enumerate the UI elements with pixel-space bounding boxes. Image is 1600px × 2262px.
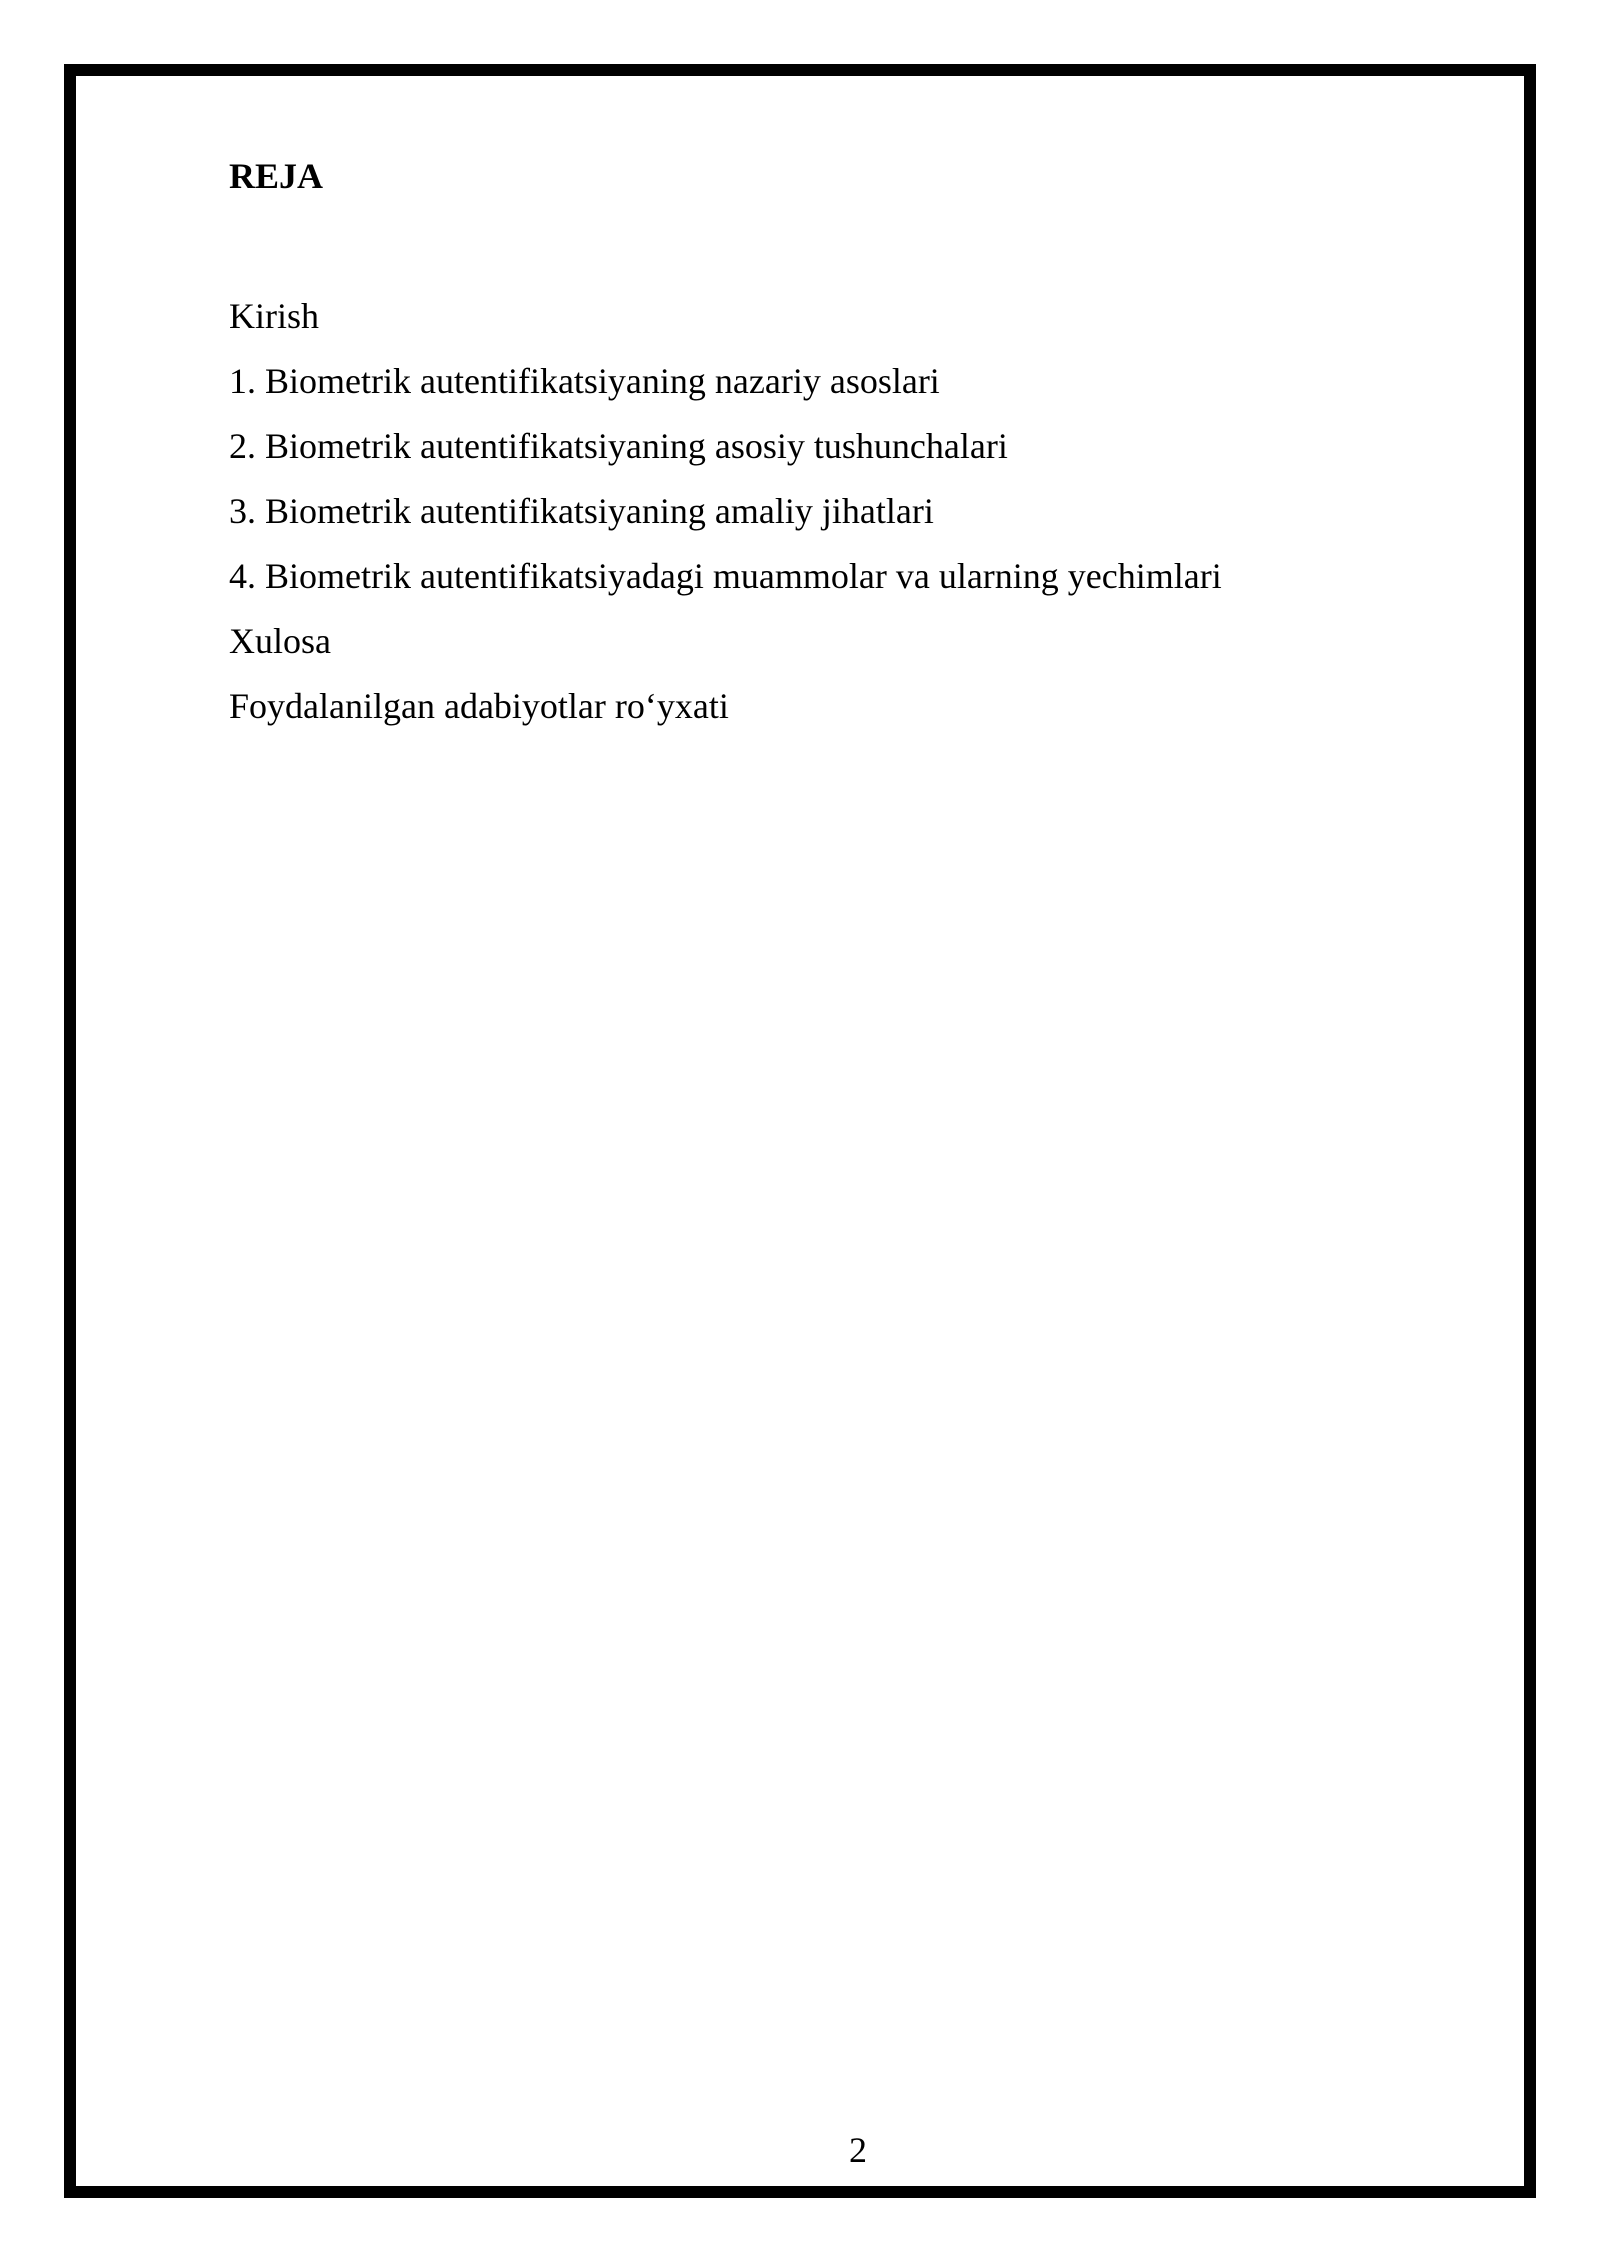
plan-item-references: Foydalanilgan adabiyotlar ro‘yxati (229, 686, 729, 726)
plan-item-3: 3. Biometrik autentifikatsiyaning amaliy jihatlari (229, 491, 934, 531)
plan-item-introduction: Kirish (229, 296, 319, 336)
plan-item-1: 1. Biometrik autentifikatsiyaning nazariy asoslari (229, 361, 940, 401)
plan-item-2: 2. Biometrik autentifikatsiyaning asosiy tushunchalari (229, 426, 1008, 466)
plan-list (229, 284, 1429, 739)
page-number: 2 (849, 2130, 867, 2170)
plan-title: REJA (229, 156, 324, 196)
plan-item-4: 4. Biometrik autentifikatsiyadagi muammolar va ularning yechimlari (229, 556, 1222, 596)
plan-item-conclusion: Xulosa (229, 621, 331, 661)
document-content (229, 150, 1429, 739)
